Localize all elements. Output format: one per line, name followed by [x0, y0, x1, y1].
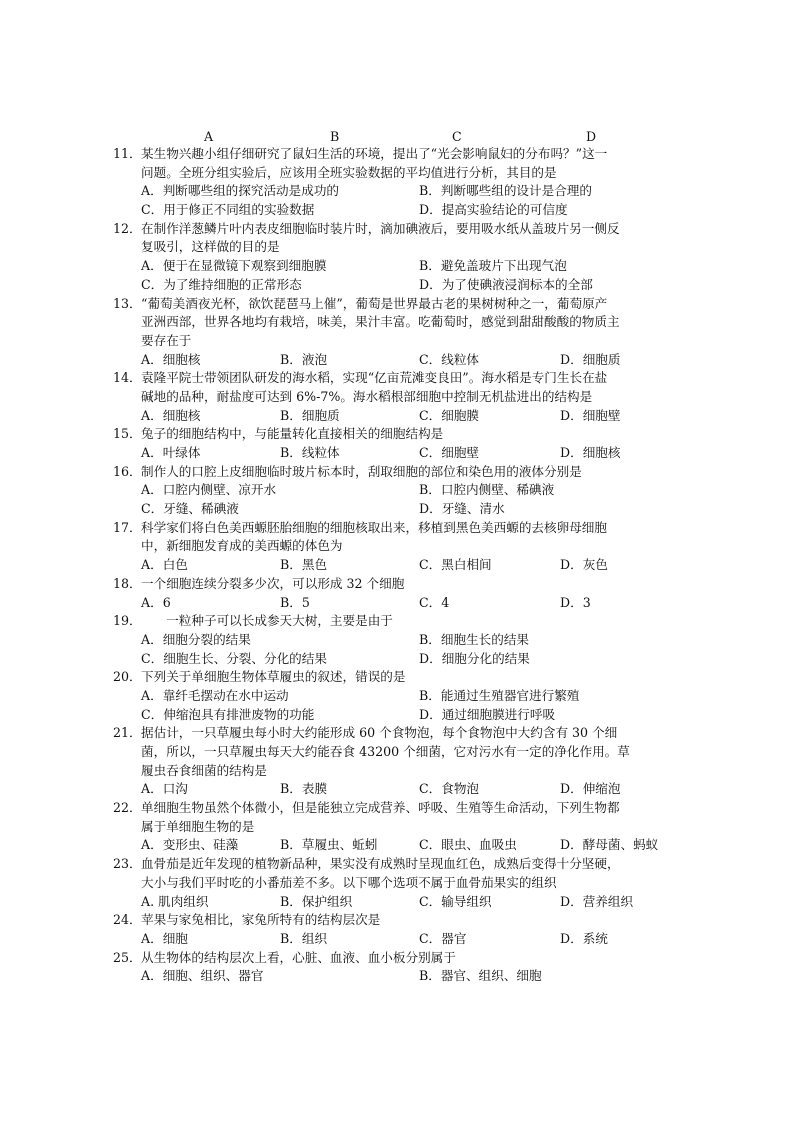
question-block	[113, 463, 683, 519]
question-number: 18．	[113, 575, 142, 591]
question-text: 中，新细胞发育成的美西螈的体色为	[141, 538, 343, 554]
answer-option: B．液泡	[280, 351, 328, 367]
answer-option: B．判断哪些组的设计是合理的	[419, 183, 592, 199]
question-number: 15．	[113, 426, 142, 442]
question-text: 下列关于单细胞生物体草履虫的叙述，错误的是	[141, 669, 406, 685]
answer-option: D．细胞核	[560, 445, 621, 460]
answer-option: C．黑白相间	[419, 557, 492, 573]
question-block	[113, 911, 683, 948]
answer-option: D．伸缩泡	[560, 781, 621, 797]
question-text-line	[113, 874, 683, 893]
question-text: 要存在于	[141, 332, 192, 348]
question-text-line	[113, 463, 683, 482]
answer-option: D．为了使碘液浸润标本的全部	[419, 276, 593, 292]
question-number: 25．	[113, 949, 142, 965]
question-text: 大小与我们平时吃的小番茄差不多。以下哪个选项不属于血骨茄果实的组织	[141, 874, 557, 890]
figure-option-labels	[0, 128, 794, 145]
answer-option: C．食物泡	[419, 781, 480, 797]
question-block	[113, 668, 683, 724]
question-text: 单细胞生物虽然个体微小，但是能独立完成营养、呼吸、生殖等生命活动，下列生物都	[141, 800, 620, 816]
option-row	[113, 500, 683, 519]
question-text-line	[113, 295, 683, 314]
answer-option: D．细胞质	[560, 351, 621, 367]
question-block	[113, 519, 683, 575]
figure-label-b: B	[330, 129, 340, 144]
question-number: 14．	[113, 370, 142, 386]
answer-option: B．能通过生殖器官进行繁殖	[419, 687, 580, 703]
question-text: 兔子的细胞结构中，与能量转化直接相关的细胞结构是	[141, 426, 444, 442]
question-text: 在制作洋葱鳞片叶内表皮细胞临时装片时，滴加碘液后，要用吸水纸从盖玻片另一侧反	[141, 220, 620, 236]
answer-option: A．便于在显微镜下观察到细胞膜	[141, 258, 327, 274]
answer-option: A．6	[141, 594, 171, 610]
question-block	[113, 575, 683, 612]
answer-option: B．表膜	[280, 781, 328, 797]
answer-option: C．为了维持细胞的正常形态	[141, 276, 302, 292]
figure-label-d: D	[586, 129, 597, 144]
question-text: 履虫吞食细菌的结构是	[141, 762, 267, 778]
answer-option: B．草履虫、蚯蚓	[280, 837, 378, 853]
option-row	[113, 257, 683, 276]
question-number: 19．	[113, 613, 142, 629]
answer-option: C．伸缩泡具有排泄废物的功能	[141, 706, 315, 722]
option-row	[113, 836, 683, 855]
question-number: 22．	[113, 800, 142, 816]
question-block	[113, 425, 683, 462]
answer-option: A．细胞分裂的结果	[141, 631, 251, 647]
option-row	[113, 631, 683, 650]
option-row	[113, 650, 683, 669]
option-row	[113, 182, 683, 201]
question-text-line	[113, 313, 683, 332]
question-text-line	[113, 425, 683, 444]
figure-label-a: A	[204, 129, 214, 144]
answer-option: C．线粒体	[419, 351, 480, 367]
question-text-line	[113, 911, 683, 930]
question-text: 科学家们将白色美西螈胚胎细胞的细胞核取出来，移植到黑色美西螈的去核卵母细胞	[141, 519, 607, 535]
answer-option: B．组织	[280, 930, 328, 946]
question-number: 12．	[113, 220, 142, 236]
question-text-line	[113, 388, 683, 407]
answer-option: C．细胞膜	[419, 407, 480, 423]
answer-option: B．避免盖玻片下出现气泡	[419, 258, 567, 274]
question-number: 17．	[113, 519, 142, 535]
answer-option: D．细胞壁	[560, 407, 621, 423]
question-number: 24．	[113, 912, 142, 928]
answer-option: B．细胞生长的结果	[419, 631, 530, 647]
answer-option: C．用于修正不同组的实验数据	[141, 202, 315, 218]
question-text-line	[113, 724, 683, 743]
option-row	[113, 594, 683, 613]
question-text: 制作人的口腔上皮细胞临时玻片标本时，刮取细胞的部位和染色用的液体分别是	[141, 463, 582, 479]
question-text: 从生物体的结构层次上看，心脏、血液、血小板分别属于	[141, 949, 456, 965]
question-text-line	[113, 743, 683, 762]
option-row	[113, 687, 683, 706]
answer-option: C．牙缝、稀碘液	[141, 501, 239, 517]
answer-option: D．细胞分化的结果	[419, 650, 530, 666]
answer-option: D．灰色	[560, 557, 608, 573]
figure-label-c: C	[452, 129, 462, 144]
answer-option: B．线粒体	[280, 445, 340, 460]
question-block	[113, 724, 683, 799]
question-text: 菌，所以，一只草履虫每天大约能吞食 43200 个细菌，它对污水有一定的净化作用。草	[141, 744, 630, 759]
answer-option: C．4	[419, 594, 450, 610]
question-block	[113, 949, 683, 986]
question-text-line	[113, 238, 683, 257]
question-text: 苹果与家兔相比，家兔所特有的结构层次是	[141, 912, 381, 928]
answer-option: A．口沟	[141, 781, 188, 797]
question-text-line	[113, 537, 683, 556]
question-number: 21．	[113, 725, 142, 741]
question-text-line	[113, 949, 683, 968]
question-text-line	[113, 369, 683, 388]
answer-option: A．判断哪些组的探究活动是成功的	[141, 183, 340, 199]
option-row	[113, 481, 683, 500]
answer-option: A．细胞核	[141, 351, 201, 367]
answer-option: D．酵母菌、蚂蚁	[560, 837, 659, 853]
option-row	[113, 893, 683, 912]
question-text-line	[113, 612, 683, 631]
question-text: 属于单细胞生物的是	[141, 818, 255, 834]
answer-option: B．保护组织	[280, 893, 353, 909]
option-row	[113, 706, 683, 725]
question-block	[113, 369, 683, 425]
answer-option: A．细胞	[141, 930, 188, 946]
answer-option: B．器官、组织、细胞	[419, 968, 542, 984]
option-row	[113, 967, 683, 986]
question-block	[113, 612, 683, 668]
question-text: 据估计，一只草履虫每小时大约能形成 60 个食物泡，每个食物泡中大约含有 30 个细	[141, 725, 618, 741]
answer-option: A．细胞核	[141, 407, 201, 423]
option-row	[113, 780, 683, 799]
question-text: 碱地的品种，耐盐度可达到 6%-7%。海水稻根部细胞中控制无机盐进出的结构是	[141, 388, 593, 404]
answer-option: D．3	[560, 594, 591, 610]
question-block	[113, 295, 683, 370]
answer-option: D．牙缝、清水	[419, 501, 505, 517]
question-text: 一个细胞连续分裂多少次，可以形成 32 个细胞	[141, 575, 405, 591]
answer-option: B．口腔内侧壁、稀碘液	[419, 482, 555, 498]
question-block	[113, 145, 683, 220]
question-number: 13．	[113, 295, 142, 311]
answer-option: A．细胞、组织、器官	[141, 968, 264, 984]
option-row	[113, 351, 683, 370]
question-text-line	[113, 762, 683, 781]
option-row	[113, 407, 683, 426]
question-text: 血骨茄是近年发现的植物新品种，果实没有成熟时呈现血红色，成熟后变得十分坚硬，	[141, 856, 620, 872]
answer-option: A．白色	[141, 557, 188, 573]
option-row	[113, 276, 683, 295]
question-text: 袁隆平院士带领团队研发的海水稻，实现“亿亩荒滩变良田”。海水稻是专门生长在盐	[141, 370, 608, 386]
answer-option: B．细胞质	[280, 407, 340, 423]
question-text-line	[113, 332, 683, 351]
answer-option: C．眼虫、血吸虫	[419, 837, 517, 853]
answer-option: D．提高实验结论的可信度	[419, 202, 568, 218]
answer-option: B．黑色	[280, 557, 328, 573]
answer-option: D．系统	[560, 930, 608, 946]
option-row	[113, 201, 683, 220]
question-text: 复吸引，这样做的目的是	[141, 239, 280, 255]
question-text-line	[113, 668, 683, 687]
question-text-line	[113, 164, 683, 183]
question-number: 23．	[113, 856, 142, 872]
question-text-line	[113, 818, 683, 837]
question-text-line	[113, 145, 683, 164]
answer-option: A．靠纤毛摆动在水中运动	[141, 687, 289, 703]
question-text-line	[113, 799, 683, 818]
question-number: 16．	[113, 463, 142, 479]
question-number: 20．	[113, 669, 142, 685]
answer-option: B．5	[280, 594, 310, 610]
question-number: 11．	[113, 146, 142, 161]
question-text-line	[113, 519, 683, 538]
question-text: 问题。全班分组实验后，应该用全班实验数据的平均值进行分析，其目的是	[141, 164, 557, 180]
answer-option: C．输导组织	[419, 893, 492, 909]
question-text: 一粒种子可以长成参天大树，主要是由于	[141, 613, 393, 629]
question-text: “葡萄美酒夜光杯，欲饮琵琶马上催”，葡萄是世界最古老的果树树种之一，葡萄原产	[141, 295, 608, 311]
answer-option: C．细胞生长、分裂、分化的结果	[141, 650, 327, 666]
answer-option: A. 肌肉组织	[141, 893, 209, 909]
question-block	[113, 220, 683, 295]
answer-option: A．口腔内侧壁、凉开水	[141, 482, 277, 498]
question-text-line	[113, 575, 683, 594]
question-list	[113, 145, 683, 986]
answer-option: C．器官	[419, 930, 467, 946]
question-text: 某生物兴趣小组仔细研究了鼠妇生活的环境，提出了“光会影响鼠妇的分布吗？”这一	[141, 146, 608, 161]
answer-option: C．细胞壁	[419, 445, 480, 460]
answer-option: D．通过细胞膜进行呼吸	[419, 706, 556, 722]
answer-option: D．营养组织	[560, 893, 634, 909]
option-row	[113, 930, 683, 949]
question-block	[113, 855, 683, 911]
option-row	[113, 556, 683, 575]
question-text: 亚洲西部，世界各地均有栽培，味美，果汁丰富。吃葡萄时，感觉到甜甜酸酸的物质主	[141, 314, 620, 330]
answer-option: A．叶绿体	[141, 445, 201, 460]
question-block	[113, 799, 683, 855]
question-text-line	[113, 220, 683, 239]
question-text-line	[113, 855, 683, 874]
option-row	[113, 444, 683, 463]
answer-option: A．变形虫、硅藻	[141, 837, 239, 853]
